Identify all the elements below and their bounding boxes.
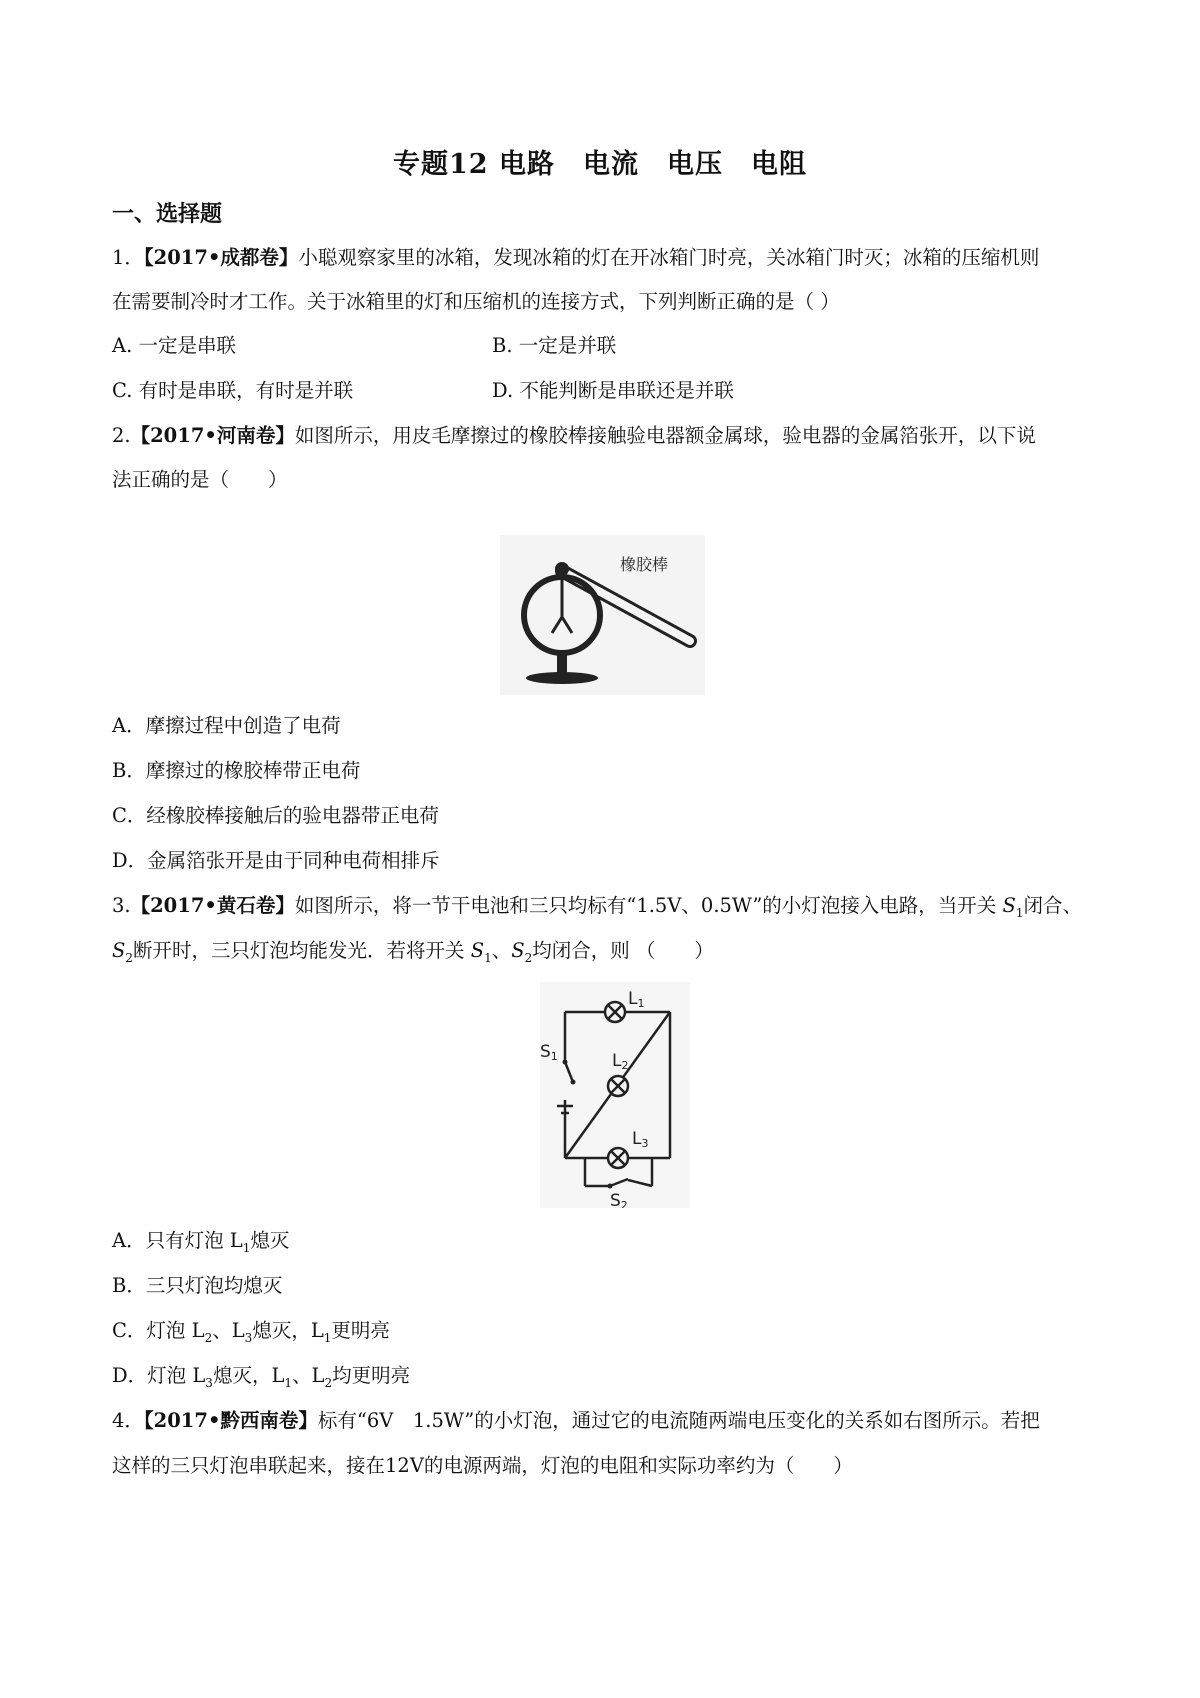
question-source: 【2017•黄石卷】 — [130, 894, 295, 917]
metal-leaf — [552, 617, 562, 633]
option-text: 、L — [292, 1364, 325, 1387]
subscript: 1 — [242, 1240, 251, 1255]
question-source: 【2017•黔西南卷】 — [143, 1409, 318, 1432]
question-1-line-2: 在需要制冷时才工作。关于冰箱里的灯和压缩机的连接方式，下列判断正确的是（ ） — [112, 290, 840, 313]
subscript: 2 — [125, 950, 133, 965]
switch-symbol: S — [1002, 894, 1016, 917]
label-l3: L3 — [632, 1129, 649, 1150]
question-source: 【2017•成都卷】 — [143, 246, 299, 269]
question-text: 断开时，三只灯泡均能发光．若将开关 — [133, 939, 471, 962]
lamp-l2 — [608, 1076, 628, 1096]
question-number: 2. — [112, 424, 131, 447]
electroscope-base — [526, 672, 598, 684]
lamp-l3 — [608, 1148, 628, 1168]
question-text: 均闭合，则 （ ） — [532, 939, 714, 962]
metal-leaf — [562, 617, 572, 633]
question-source: 【2017•河南卷】 — [130, 424, 295, 447]
question-3-line-2 — [112, 935, 714, 965]
label-s1: S1 — [540, 1042, 558, 1063]
option-text: B．三只灯泡均熄灭 — [112, 1274, 283, 1297]
question-2-option-b: B．摩擦过的橡胶棒带正电荷 — [112, 759, 361, 782]
switch-symbol: S — [112, 939, 126, 962]
separator: 、 — [491, 939, 512, 962]
option-text: C．灯泡 L — [112, 1319, 205, 1342]
question-text: 小聪观察家里的冰箱，发现冰箱的灯在开冰箱门时亮，关冰箱门时灭；冰箱的压缩机则 — [298, 246, 1040, 269]
question-2-option-c: C．经橡胶棒接触后的验电器带正电荷 — [112, 804, 439, 827]
switch-s2 — [610, 1179, 628, 1186]
question-text: 如图所示，用皮毛摩擦过的橡胶棒接触验电器额金属球，验电器的金属箔张开，以下说 — [294, 424, 1036, 447]
question-2-option-d: D．金属箔张开是由于同种电荷相排斥 — [112, 849, 440, 872]
question-number: 4． — [112, 1409, 144, 1432]
page-title: 专题12 电路 电流 电压 电阻 — [393, 149, 807, 180]
question-3-line-1 — [112, 890, 1082, 920]
question-1-option-d: D. 不能判断是串联还是并联 — [492, 379, 734, 402]
option-text: 熄灭，L — [252, 1319, 324, 1342]
subscript: 2 — [204, 1330, 213, 1345]
question-1-option-b: B. 一定是并联 — [492, 334, 617, 357]
option-text: 熄灭 — [250, 1229, 290, 1252]
question-1-option-c: C. 有时是串联，有时是并联 — [112, 379, 354, 402]
subscript: 3 — [205, 1375, 213, 1390]
question-2-line-2: 法正确的是（ ） — [112, 468, 288, 491]
option-text: 更明亮 — [331, 1319, 390, 1342]
rod-label: 橡胶棒 — [620, 555, 669, 574]
label-l1: L1 — [628, 989, 645, 1010]
electroscope-figure — [500, 535, 705, 695]
switch-symbol: S — [511, 939, 525, 962]
question-text: 标有“6V 1.5W”的小灯泡，通过它的电流随两端电压变化的关系如右图所示。若把 — [317, 1409, 1040, 1432]
metal-ball — [555, 562, 569, 576]
option-text: A．只有灯泡 L — [112, 1229, 243, 1252]
label-s2: S2 — [610, 1191, 628, 1208]
question-number: 3. — [112, 894, 131, 917]
question-text: 闭合、 — [1023, 894, 1083, 917]
label-l2: L2 — [612, 1051, 629, 1072]
switch-symbol: S — [470, 939, 485, 962]
question-3-option-c — [112, 1315, 390, 1345]
option-text: 熄灭，L — [212, 1364, 285, 1387]
subscript: 2 — [324, 1375, 333, 1390]
circuit-diagram — [540, 982, 690, 1208]
question-3-option-d — [112, 1360, 410, 1390]
question-text: 如图所示，将一节干电池和三只均标有“1.5V、0.5W”的小灯泡接入电路，当开关 — [294, 894, 1003, 917]
option-text: 、L — [212, 1319, 245, 1342]
subscript: 1 — [284, 1375, 293, 1390]
subscript: 1 — [323, 1330, 332, 1345]
question-3-option-a — [112, 1225, 289, 1255]
question-3-option-b — [112, 1270, 282, 1298]
subscript: 3 — [244, 1330, 253, 1345]
question-1-line-1 — [112, 242, 1039, 270]
question-number: 1． — [112, 246, 144, 269]
option-text: D．灯泡 L — [112, 1364, 206, 1387]
subscript: 1 — [1015, 905, 1024, 920]
question-2-option-a: A．摩擦过程中创造了电荷 — [112, 714, 341, 737]
lamp-l1 — [605, 1002, 625, 1022]
question-1-option-a: A. 一定是串联 — [112, 334, 236, 357]
subscript: 1 — [484, 950, 492, 965]
question-2-line-1 — [112, 420, 1036, 448]
subscript: 2 — [524, 950, 533, 965]
option-text: 均更明亮 — [332, 1364, 411, 1387]
section-heading: 一、选择题 — [112, 201, 223, 227]
switch-s1 — [565, 1062, 573, 1082]
question-4-line-2: 这样的三只灯泡串联起来，接在12V的电源两端，灯泡的电阻和实际功率约为（ ） — [112, 1454, 853, 1477]
question-4-line-1 — [112, 1405, 1040, 1433]
